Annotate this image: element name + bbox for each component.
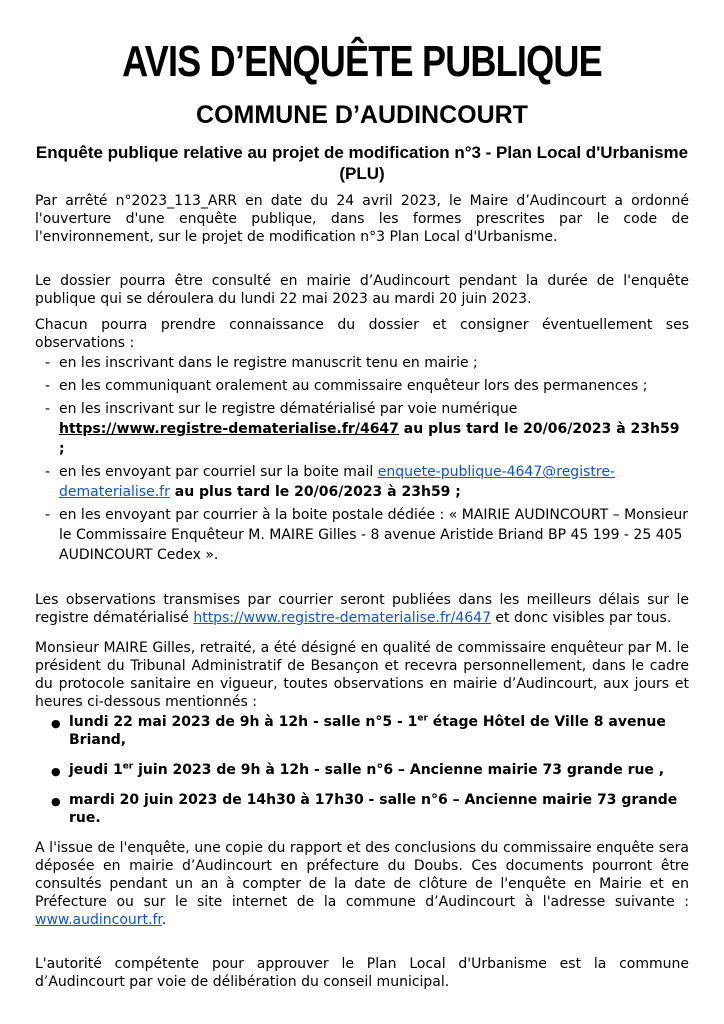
list-item: ● lundi 22 mai 2023 de 9h à 12h - salle n°5 - 1er étage Hôtel de Ville 8 avenue Briand, — [51, 713, 666, 748]
list-item: - en les inscrivant sur le registre dématérialisé par voie numérique https://www.registre-dematerialise.fr/4647 au plus tard le 20/06/2023 à 23h59 ; — [45, 401, 680, 457]
intro-paragraph: Par arrêté n°2023_113_ARR en date du 24 avril 2023, le Maire d’Audincourt a ordonné l'ouverture d'une enquête publique, dans les formes prescrites par le code de l'environnement, sur le projet de modification n°3 Plan Local d'Urbanisme. — [35, 193, 689, 245]
email-link[interactable]: enquete-publique-4647@registre-dematerialise.fr — [59, 464, 615, 500]
notice-title: AVIS D’ENQUÊTE PUBLIQUE — [122, 37, 602, 86]
registre-link[interactable]: https://www.registre-dematerialise.fr/4647 — [59, 421, 399, 437]
notice-document — [35, 36, 689, 991]
website-link[interactable]: www.audincourt.fr — [35, 912, 162, 928]
consultation-paragraph: Le dossier pourra être consulté en mairie d’Audincourt pendant la durée de l'enquête publique qui se déroulera du lundi 22 mai 2023 au mardi 20 juin 2023. — [35, 273, 689, 307]
commune-heading: COMMUNE D’AUDINCOURT — [196, 101, 528, 129]
commissioner-paragraph: Monsieur MAIRE Gilles, retraité, a été désigné en qualité de commissaire enquêteur par M. le président du Tribunal Administratif de Besançon et recevra personnellement, dans le cadre du protocole sanitaire en vigueur, toutes observations en mairie d’Audincourt, aux jours et heures ci-dessous mentionnés : — [35, 640, 689, 710]
authority-paragraph: L'autorité compétente pour approuver le Plan Local d'Urbanisme est la commune d’Audincourt par voie de délibération du conseil municipal. — [35, 956, 689, 990]
list-item: ● jeudi 1er juin 2023 de 9h à 12h - salle n°6 – Ancienne mairie 73 grande rue , — [51, 761, 665, 778]
report-paragraph: A l'issue de l'enquête, une copie du rapport et des conclusions du commissaire enquête sera déposée en mairie d’Audincourt en préfecture du Doubs. Ces documents pourront être consultés pendant un an à compter de la date de clôture de l'enquête en Mairie et en Préfecture ou sur le site internet de la commune d’Audincourt à l'adresse suivante : www.audincourt.fr. — [35, 840, 689, 928]
list-item: - en les envoyant par courrier à la boite postale dédiée : « MAIRIE AUDINCOURT – Monsieur le Commissaire Enquêteur M. MAIRE Gilles - 8 avenue Aristide Briand BP 45 199 - 25 405 AUDINCOURT Cedex ». — [45, 507, 689, 563]
publication-paragraph: Les observations transmises par courrier seront publiées dans les meilleurs délais sur le registre dématérialisé https://www.registre-dematerialise.fr/4647 et donc visibles par tous. — [35, 592, 689, 626]
list-item: - en les envoyant par courriel sur la boite mail enquete-publique-4647@registre-dematerialise.fr au plus tard le 20/06/2023 à 23h59 ; — [45, 464, 615, 500]
registre-link[interactable]: https://www.registre-dematerialise.fr/4647 — [193, 610, 491, 626]
notice-subtitle: Enquête publique relative au projet de modification n°3 - Plan Local d'Urbanisme (PLU) — [35, 143, 689, 183]
list-item: - en les inscrivant dans le registre manuscrit tenu en mairie ; — [45, 355, 478, 371]
observations-intro: Chacun pourra prendre connaissance du dossier et consigner éventuellement ses observations : — [35, 317, 689, 351]
observation-methods-list — [35, 353, 689, 565]
list-item: ● mardi 20 juin 2023 de 14h30 à 17h30 - salle n°6 – Ancienne mairie 73 grande rue. — [51, 792, 678, 826]
sessions-list — [35, 713, 689, 827]
list-item: - en les communiquant oralement au commissaire enquêteur lors des permanences ; — [45, 378, 648, 394]
